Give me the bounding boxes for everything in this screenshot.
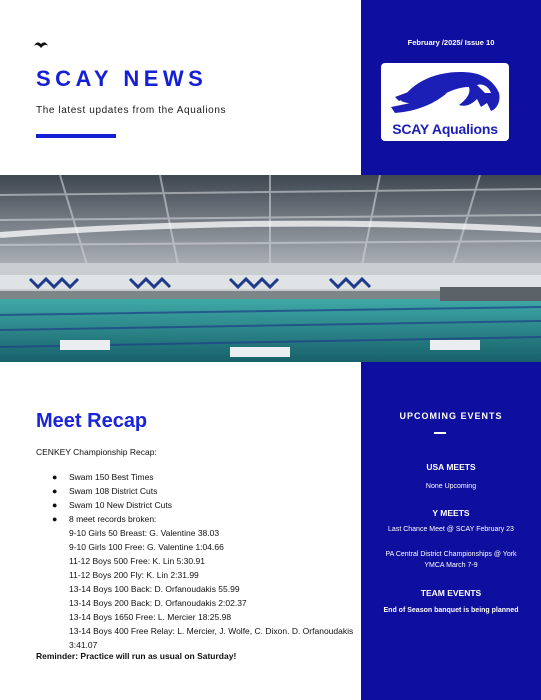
issue-label: February /2025/ Issue 10 <box>407 38 495 47</box>
list-item: ● Swam 10 New District Cuts <box>52 500 172 510</box>
practice-reminder: Reminder: Practice will run as usual on Saturday! <box>36 651 237 661</box>
newsletter-subtitle: The latest updates from the Aqualions <box>36 105 227 116</box>
meet-records-list <box>69 526 355 652</box>
record-item: 13-14 Boys 1650 Free: L. Mercier 18:25.98 <box>69 612 232 622</box>
upcoming-events-heading: UPCOMING EVENTS <box>399 411 503 421</box>
team-events-body: End of Season banquet is being planned <box>383 607 519 614</box>
team-events-heading: TEAM EVENTS <box>420 588 482 598</box>
scay-aqualions-logo <box>381 63 509 141</box>
list-item: ● Swam 108 District Cuts <box>52 486 158 496</box>
meet-recap-heading: Meet Recap <box>36 410 148 432</box>
list-item: ● Swam 150 Best Times <box>52 472 154 482</box>
list-item: ● 8 meet records broken: 9-10 Girls 50 Breast: G. Valentine 38.03 9-10 Girls 100 Free: G. Valentine 1:04.66 11-12 Boys 500 Free: K. Lin 5:30.91 11-12 Boys 200 Fly: K. Lin 2:31.99 13-14 Boys 100 Back: D. Orfanoudakis 55.99 13-14 Boys 200 Back: D. Orfanoudakis 2:02.37 13-14 Boys 1650 Free: L. Mercier 18:25.98 13-14 Boys 400 Free Relay: L. Mercier, J. Wolfe, C. Dixon. D. Orfanoudakis 3:41.07 <box>52 514 354 650</box>
recap-bullet-list <box>50 470 355 652</box>
heading-dash <box>434 432 446 434</box>
y-meet-item: PA Central District Championships @ York YMCA March 7-9 <box>385 551 517 569</box>
arena-brand-logo <box>34 37 48 55</box>
record-item: 13-14 Boys 100 Back: D. Orfanoudakis 55.99 <box>69 584 240 594</box>
usa-meets-body: None Upcoming <box>425 483 477 490</box>
record-item: 9-10 Girls 50 Breast: G. Valentine 38.03 <box>69 528 220 538</box>
recap-intro: CENKEY Championship Recap: <box>36 447 157 457</box>
record-item: 9-10 Girls 100 Free: G. Valentine 1:04.66 <box>69 542 224 552</box>
newsletter-title: SCAY NEWS <box>36 66 208 91</box>
title-underline <box>36 134 116 138</box>
pool-photo <box>0 175 541 362</box>
usa-meets-heading: USA MEETS <box>426 462 476 472</box>
y-meet-item: Last Chance Meet @ SCAY February 23 <box>388 526 514 533</box>
record-item: 11-12 Boys 500 Free: K. Lin 5:30.91 <box>69 556 205 566</box>
y-meets-heading: Y MEETS <box>432 508 470 518</box>
arena-brand-text: arena <box>36 36 46 40</box>
record-item: 13-14 Boys 200 Back: D. Orfanoudakis 2:02.37 <box>69 598 247 608</box>
record-item: 13-14 Boys 400 Free Relay: L. Mercier, J. Wolfe, C. Dixon. D. Orfanoudakis 3:41.07 <box>69 626 354 650</box>
record-item: 11-12 Boys 200 Fly: K. Lin 2:31.99 <box>69 570 199 580</box>
logo-text: SCAY Aqualions <box>392 121 498 137</box>
